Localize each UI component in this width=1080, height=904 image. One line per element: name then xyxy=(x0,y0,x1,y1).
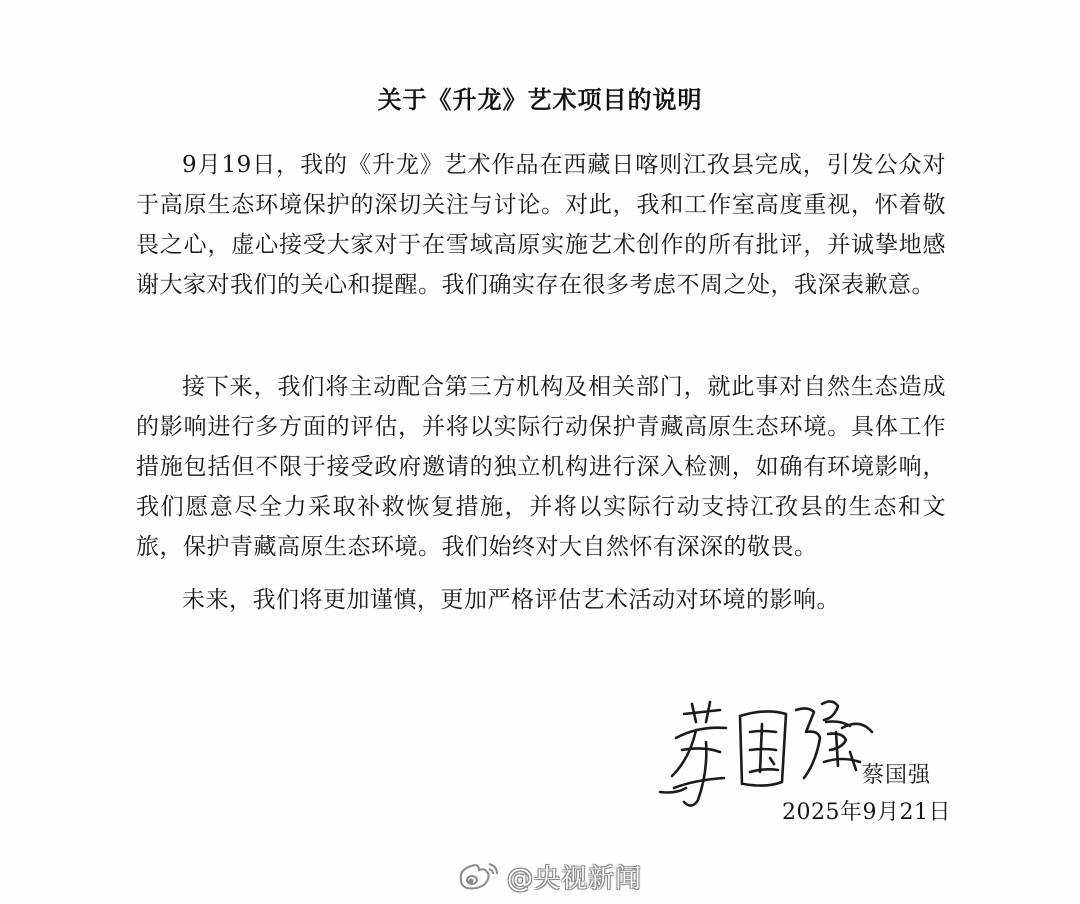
watermark-text: @央视新闻 xyxy=(507,863,643,894)
paragraph-2: 接下来，我们将主动配合第三方机构及相关部门，就此事对自然生态造成的影响进行多方面的评估，并将以实际行动保护青藏高原生态环境。具体工作措施包括但不限于接受政府邀请的独立机构进行深入检测，如确有环境影响，我们愿意尽全力采取补救恢复措施，并将以实际行动支持江孜县的生态和文旅，保护青藏高原生态环境。我们始终对大自然怀有深深的敬畏。 xyxy=(136,374,946,560)
document-date: 2025年9月21日 xyxy=(782,800,951,825)
paragraph-1: 9月19日，我的《升龙》艺术作品在西藏日喀则江孜县完成，引发公众对于高原生态环境保护的深切关注与讨论。对此，我和工作室高度重视，怀着敬畏之心，虚心接受大家对于在雪域高原实施艺术创作的所有批评，并诚挚地感谢大家对我们的关心和提醒。我们确实存在很多考虑不周之处，我深表歉意。 xyxy=(136,152,946,298)
paragraph-3: 未来，我们将更加谨慎，更加严格评估艺术活动对环境的影响。 xyxy=(182,587,840,613)
document-title: 关于《升龙》艺术项目的说明 xyxy=(377,85,703,114)
source-watermark xyxy=(455,858,642,894)
weibo-logo-icon xyxy=(455,860,501,892)
signer-name: 蔡国强 xyxy=(862,763,932,788)
